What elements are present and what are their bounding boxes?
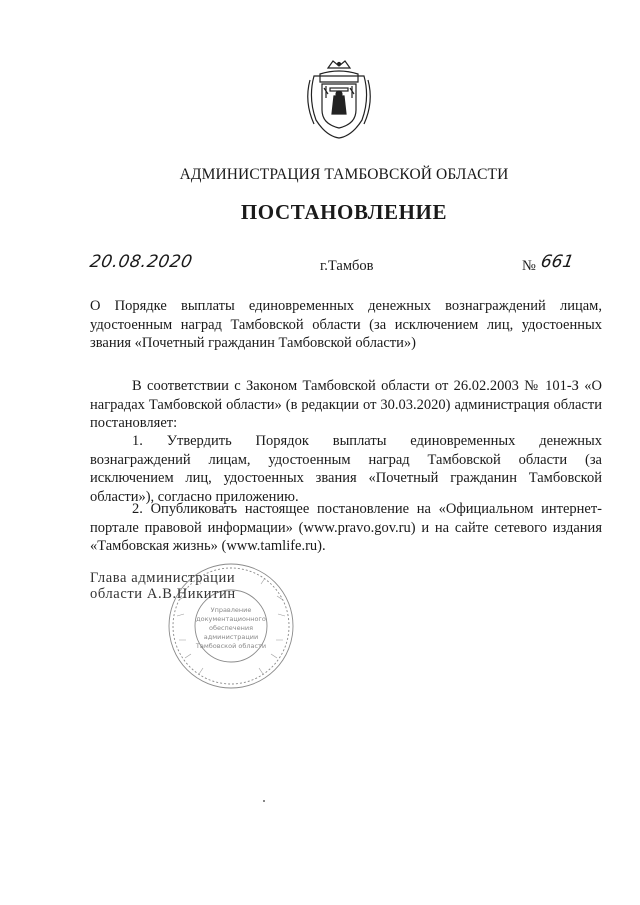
signatory-name: области А.В.Никитин	[90, 586, 236, 602]
coat-of-arms-emblem	[300, 58, 378, 140]
stamp-line: администрации	[203, 633, 259, 641]
document-subject: О Порядке выплаты единовременных денежных вознаграждений лицам, удостоенным наград Тамбовской области (за исключением лиц, удостоенных звания «Почетный гражданин Тамбовской области»)	[90, 298, 602, 351]
preamble-paragraph: В соответствии с Законом Тамбовской области от 26.02.2003 № 101-З «О наградах Тамбовской области» (в редакции от 30.03.2020) администрация области постановляет:	[90, 378, 602, 431]
document-number: 661	[539, 252, 576, 272]
clause-1: 1. Утвердить Порядок выплаты единовременных денежных вознаграждений лицам, удостоенным наград Тамбовской области (за исключением лиц, удостоенных звания «Почетный гражданин Тамбовской области»), согласно приложению.	[90, 433, 602, 505]
signature-block	[90, 570, 236, 602]
stamp-line: документационного	[196, 615, 266, 623]
document-city: г.Тамбов	[320, 258, 374, 274]
organization-title: АДМИНИСТРАЦИЯ ТАМБОВСКОЙ ОБЛАСТИ	[179, 166, 509, 183]
scan-speck	[263, 800, 265, 802]
stamp-line: Управление	[210, 606, 252, 614]
signatory-position: Глава администрации	[90, 570, 236, 586]
stamp-line: обеспечения	[208, 624, 254, 632]
document-type-heading: ПОСТАНОВЛЕНИЕ	[240, 200, 448, 224]
document-date: 20.08.2020	[88, 252, 195, 272]
stamp-line: Тамбовской области	[195, 642, 267, 650]
clause-2: 2. Опубликовать настоящее постановление на «Официальном интернет-портале правовой информации» (www.pravo.gov.ru) и на сайте сетевого издания «Тамбовская жизнь» (www.tamlife.ru).	[90, 501, 602, 554]
document-number-label: №	[522, 258, 536, 274]
